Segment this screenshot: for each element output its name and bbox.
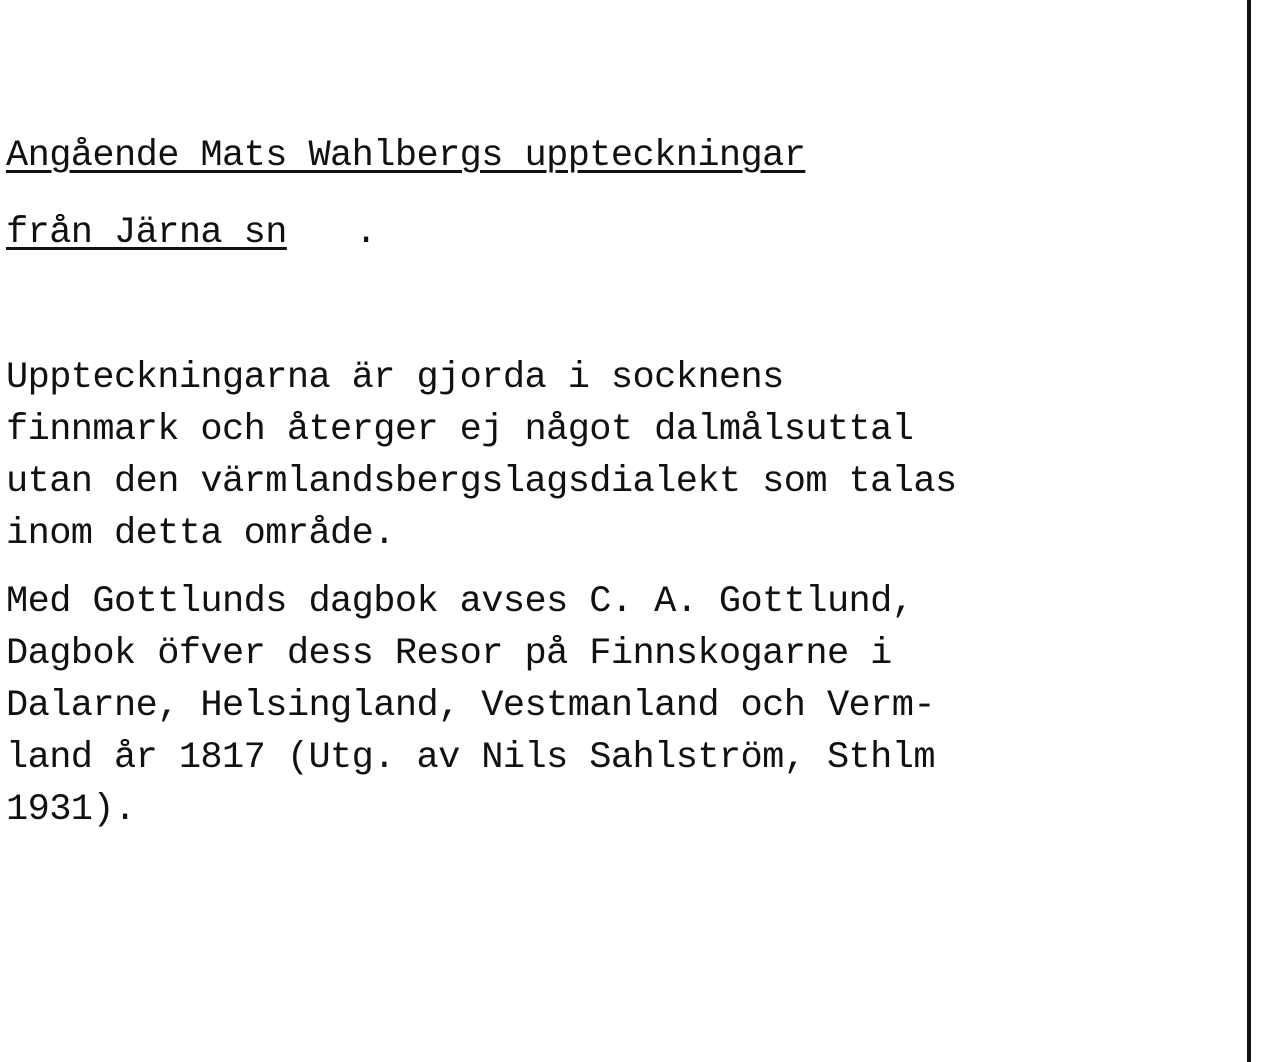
heading-line-2: från Järna sn: [6, 212, 287, 254]
paragraph-gottlund-reference: Med Gottlunds dagbok avses C. A. Gottlund, Dagbok öfver dess Resor på Finnskogarne i Dalarne, Helsingland, Vestmanland och Verm- land år 1817 (Utg. av Nils Sahlström, Sthlm 1931).: [6, 581, 935, 831]
paragraph-dialect-note: Uppteckningarna är gjorda i socknens finnmark och återger ej något dalmålsuttal utan den värmlandsbergslagsdialekt som talas inom detta område.: [6, 357, 957, 555]
heading-line-1: Angående Mats Wahlbergs uppteckningar: [6, 135, 806, 177]
heading-period: .: [355, 212, 378, 254]
card-edge-line: [1247, 0, 1251, 1062]
